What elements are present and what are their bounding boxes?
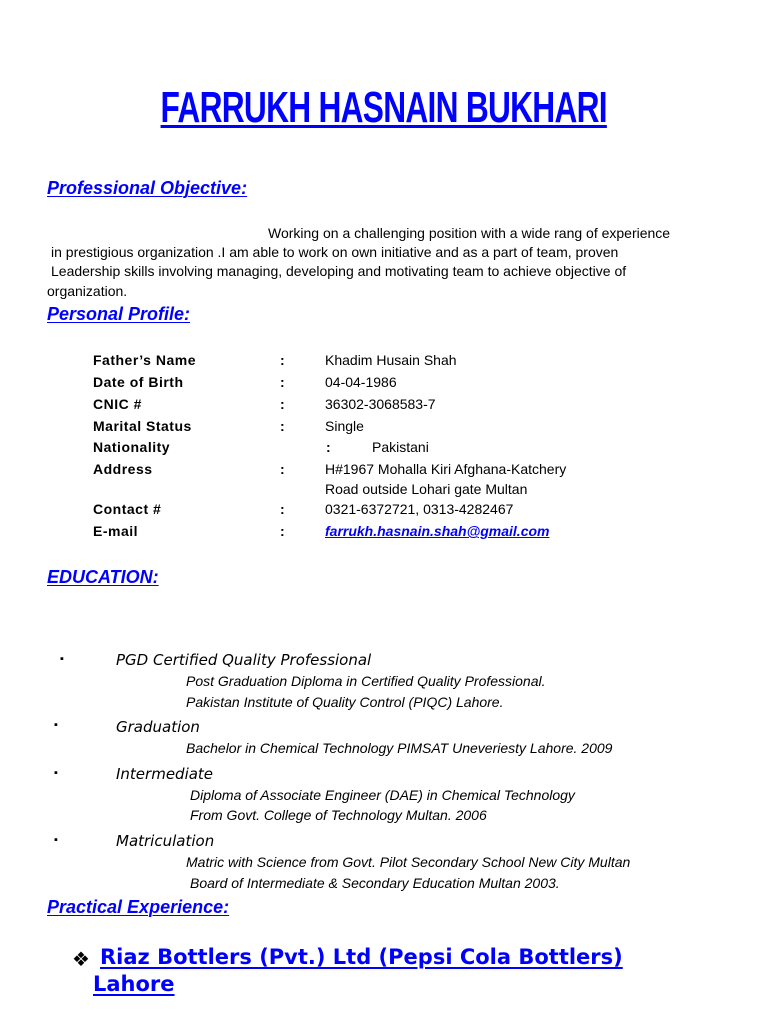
objective-line-3: Leadership skills involving managing, developing and motivating team to achieve objective of <box>51 263 627 279</box>
profile-colon: : <box>280 501 285 517</box>
profile-label-nationality: Nationality <box>93 439 171 455</box>
experience-company-line-1: Riaz Bottlers (Pvt.) Ltd (Pepsi Cola Bottlers) <box>100 945 623 969</box>
profile-colon: : <box>280 396 285 412</box>
profile-colon: : <box>280 352 285 368</box>
profile-colon: : <box>280 523 285 539</box>
profile-value-address-line-2: Road outside Lohari gate Multan <box>325 481 528 497</box>
profile-label-contact: Contact # <box>93 501 162 517</box>
profile-value-fathers-name: Khadim Husain Shah <box>325 352 457 368</box>
education-bullet: ▪ <box>54 767 58 779</box>
education-title-matriculation: Matriculation <box>116 832 215 850</box>
education-desc-matriculation-2: Board of Intermediate & Secondary Education Multan 2003. <box>190 875 560 891</box>
profile-label-dob: Date of Birth <box>93 374 184 390</box>
education-heading: EDUCATION: <box>47 567 159 587</box>
objective-heading: Professional Objective: <box>47 178 248 198</box>
profile-value-contact: 0321-6372721, 0313-4282467 <box>325 501 514 517</box>
education-desc-intermediate-1: Diploma of Associate Engineer (DAE) in Chemical Technology <box>190 787 575 803</box>
profile-label-email: E-mail <box>93 523 139 539</box>
education-title-intermediate: Intermediate <box>116 765 214 783</box>
profile-label-address: Address <box>93 461 153 477</box>
personal-profile-heading: Personal Profile: <box>47 304 191 324</box>
education-desc-graduation-1: Bachelor in Chemical Technology PIMSAT Uneveriesty Lahore. 2009 <box>186 740 613 756</box>
education-desc-matriculation-1: Matric with Science from Govt. Pilot Secondary School New City Multan <box>186 854 631 870</box>
profile-colon: : <box>280 374 285 390</box>
experience-company-line-2: Lahore <box>93 972 175 996</box>
profile-label-marital-status: Marital Status <box>93 418 192 434</box>
education-desc-intermediate-2: From Govt. College of Technology Multan. 2006 <box>190 807 487 823</box>
profile-label-cnic: CNIC # <box>93 396 142 412</box>
email-link[interactable]: farrukh.hasnain.shah@gmail.com <box>325 523 550 539</box>
objective-line-1: Working on a challenging position with a wide rang of experience <box>268 225 671 241</box>
education-title-graduation: Graduation <box>116 718 200 736</box>
profile-colon: : <box>280 461 285 477</box>
resume-name: FARRUKH HASNAIN BUKHARI <box>160 83 607 132</box>
objective-line-2: in prestigious organization .I am able to work on own initiative and as a part of team, proven <box>51 244 619 260</box>
objective-line-4: organization. <box>47 283 128 299</box>
education-bullet: ▪ <box>54 719 58 731</box>
diamond-bullet-icon: ❖ <box>72 949 90 971</box>
profile-value-marital-status: Single <box>325 418 364 434</box>
education-title-pgd: PGD Certified Quality Professional <box>116 651 372 669</box>
profile-value-cnic: 36302-3068583-7 <box>325 396 436 412</box>
education-bullet: ▪ <box>60 653 64 665</box>
profile-colon: : <box>326 439 331 455</box>
profile-label-fathers-name: Father’s Name <box>93 352 196 368</box>
profile-value-address-line-1: H#1967 Mohalla Kiri Afghana-Katchery <box>325 461 567 477</box>
education-desc-pgd-1: Post Graduation Diploma in Certified Quality Professional. <box>186 673 546 689</box>
profile-value-nationality: Pakistani <box>372 439 429 455</box>
experience-heading: Practical Experience: <box>47 897 230 917</box>
education-desc-pgd-2: Pakistan Institute of Quality Control (PIQC) Lahore. <box>186 694 504 710</box>
profile-value-dob: 04-04-1986 <box>325 374 397 390</box>
profile-colon: : <box>280 418 285 434</box>
education-bullet: ▪ <box>54 834 58 846</box>
